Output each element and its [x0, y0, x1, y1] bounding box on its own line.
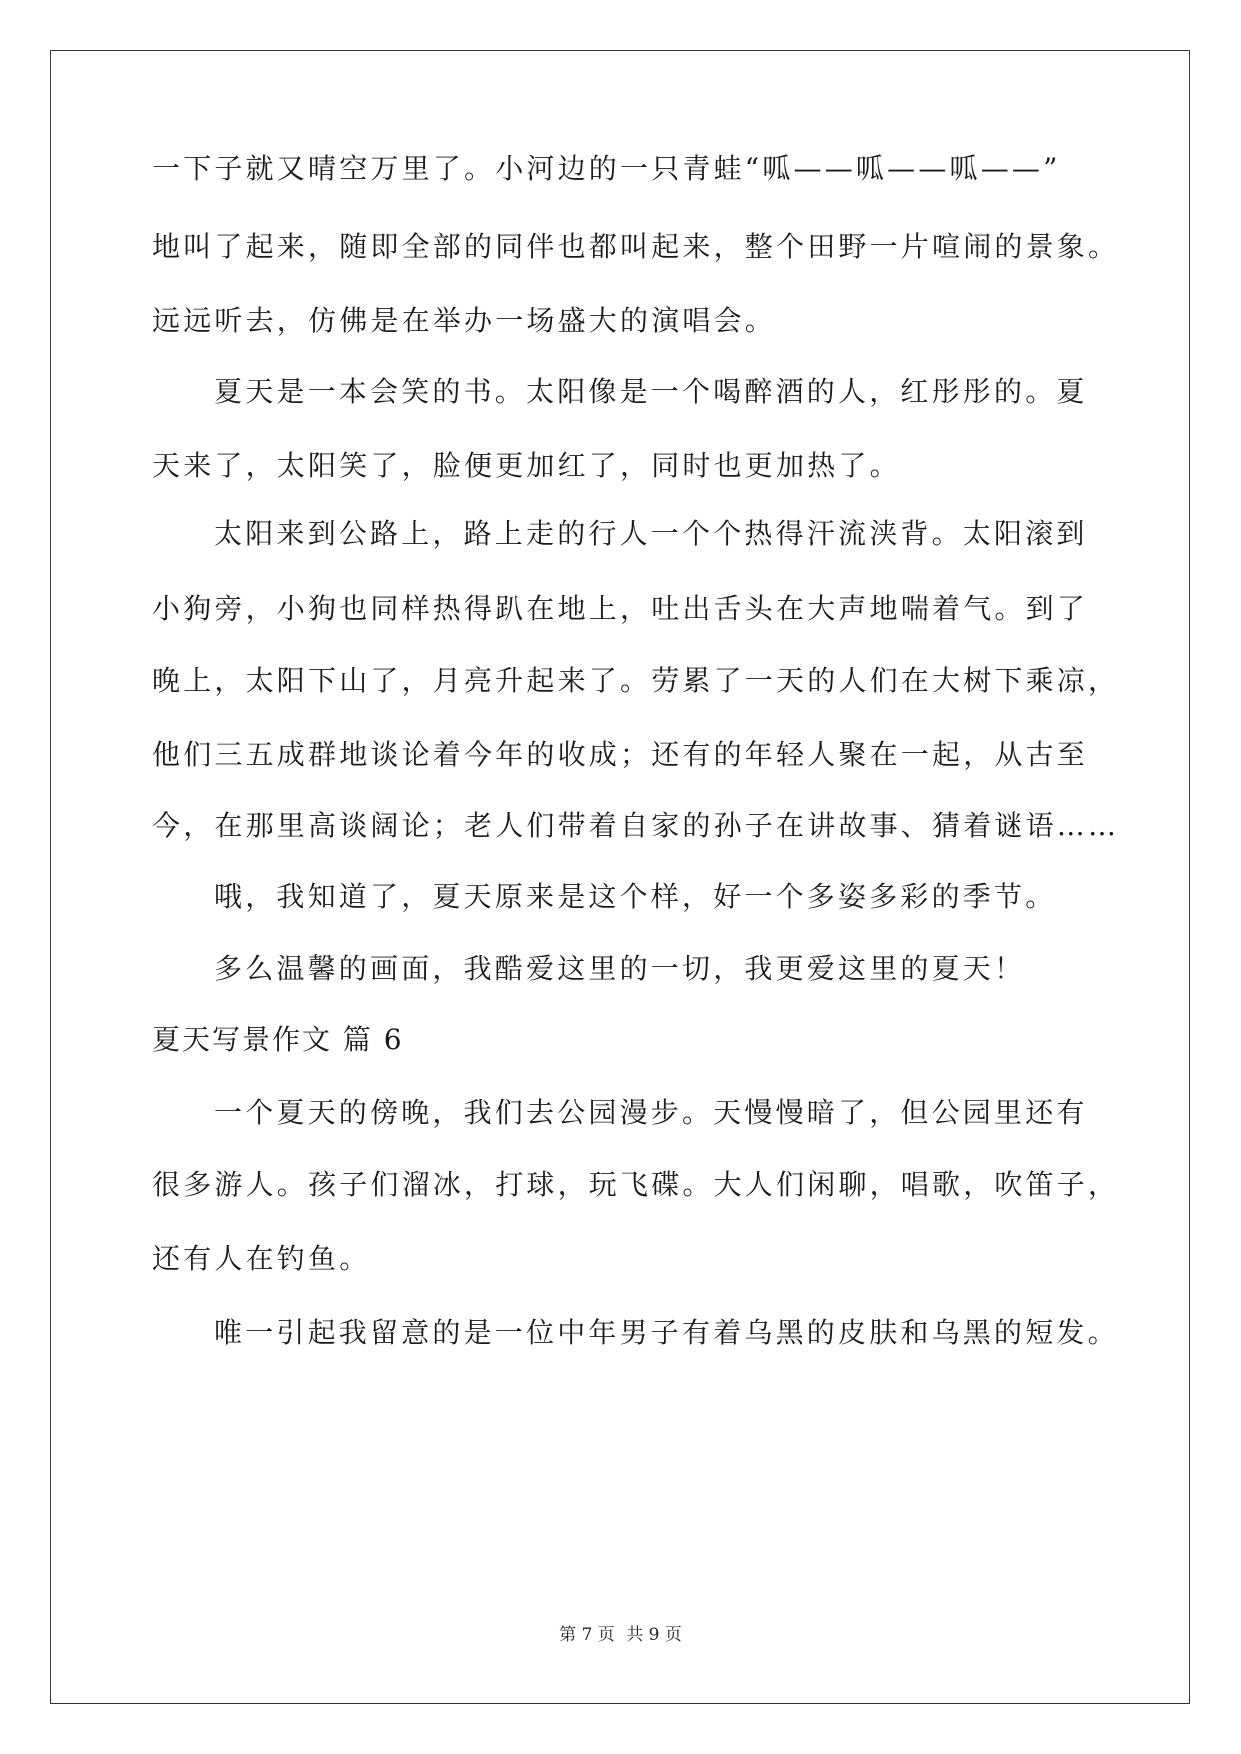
- text-line: 他们三五成群地谈论着今年的收成；还有的年轻人聚在一起，从古至: [152, 738, 1089, 771]
- page-footer: [0, 1620, 1241, 1645]
- paragraph-start-line: 夏天是一本会笑的书。太阳像是一个喝醉酒的人，红彤彤的。夏: [214, 375, 1088, 408]
- text-line: 一下子就又晴空万里了。小河边的一只青蛙“呱——呱——呱——”: [152, 152, 1061, 185]
- page-border: [50, 50, 1190, 1704]
- page-number: 第 7 页: [559, 1625, 615, 1645]
- text-line: 地叫了起来，随即全部的同伴也都叫起来，整个田野一片喧闹的景象。: [152, 230, 1120, 263]
- text-line: 还有人在钓鱼。: [152, 1242, 371, 1275]
- paragraph-start-line: 哦，我知道了，夏天原来是这个样，好一个多姿多彩的季节。: [214, 880, 1057, 913]
- paragraph-start-line: 太阳来到公路上，路上走的行人一个个热得汗流浃背。太阳滚到: [214, 517, 1088, 550]
- text-line: 很多游人。孩子们溜冰，打球，玩飞碟。大人们闲聊，唱歌，吹笛子，: [152, 1168, 1120, 1201]
- text-line: 今，在那里高谈阔论；老人们带着自家的孙子在讲故事、猜着谜语……: [152, 809, 1120, 842]
- text-line: 远远听去，仿佛是在举办一场盛大的演唱会。: [152, 304, 777, 337]
- paragraph-start-line: 多么温馨的画面，我酷爱这里的一切，我更爱这里的夏天！: [214, 952, 1026, 985]
- page-total: 共 9 页: [626, 1625, 682, 1645]
- text-line: 小狗旁，小狗也同样热得趴在地上，吐出舌头在大声地喘着气。到了: [152, 592, 1089, 625]
- paragraph-start-line: 一个夏天的傍晚，我们去公园漫步。天慢慢暗了，但公园里还有: [214, 1096, 1088, 1129]
- paragraph-start-line: 唯一引起我留意的是一位中年男子有着乌黑的皮肤和乌黑的短发。: [214, 1316, 1119, 1349]
- text-line: 晚上，太阳下山了，月亮升起来了。劳累了一天的人们在大树下乘凉，: [152, 664, 1120, 697]
- section-heading: 夏天写景作文 篇 6: [152, 1023, 404, 1056]
- text-line: 天来了，太阳笑了，脸便更加红了，同时也更加热了。: [152, 449, 901, 482]
